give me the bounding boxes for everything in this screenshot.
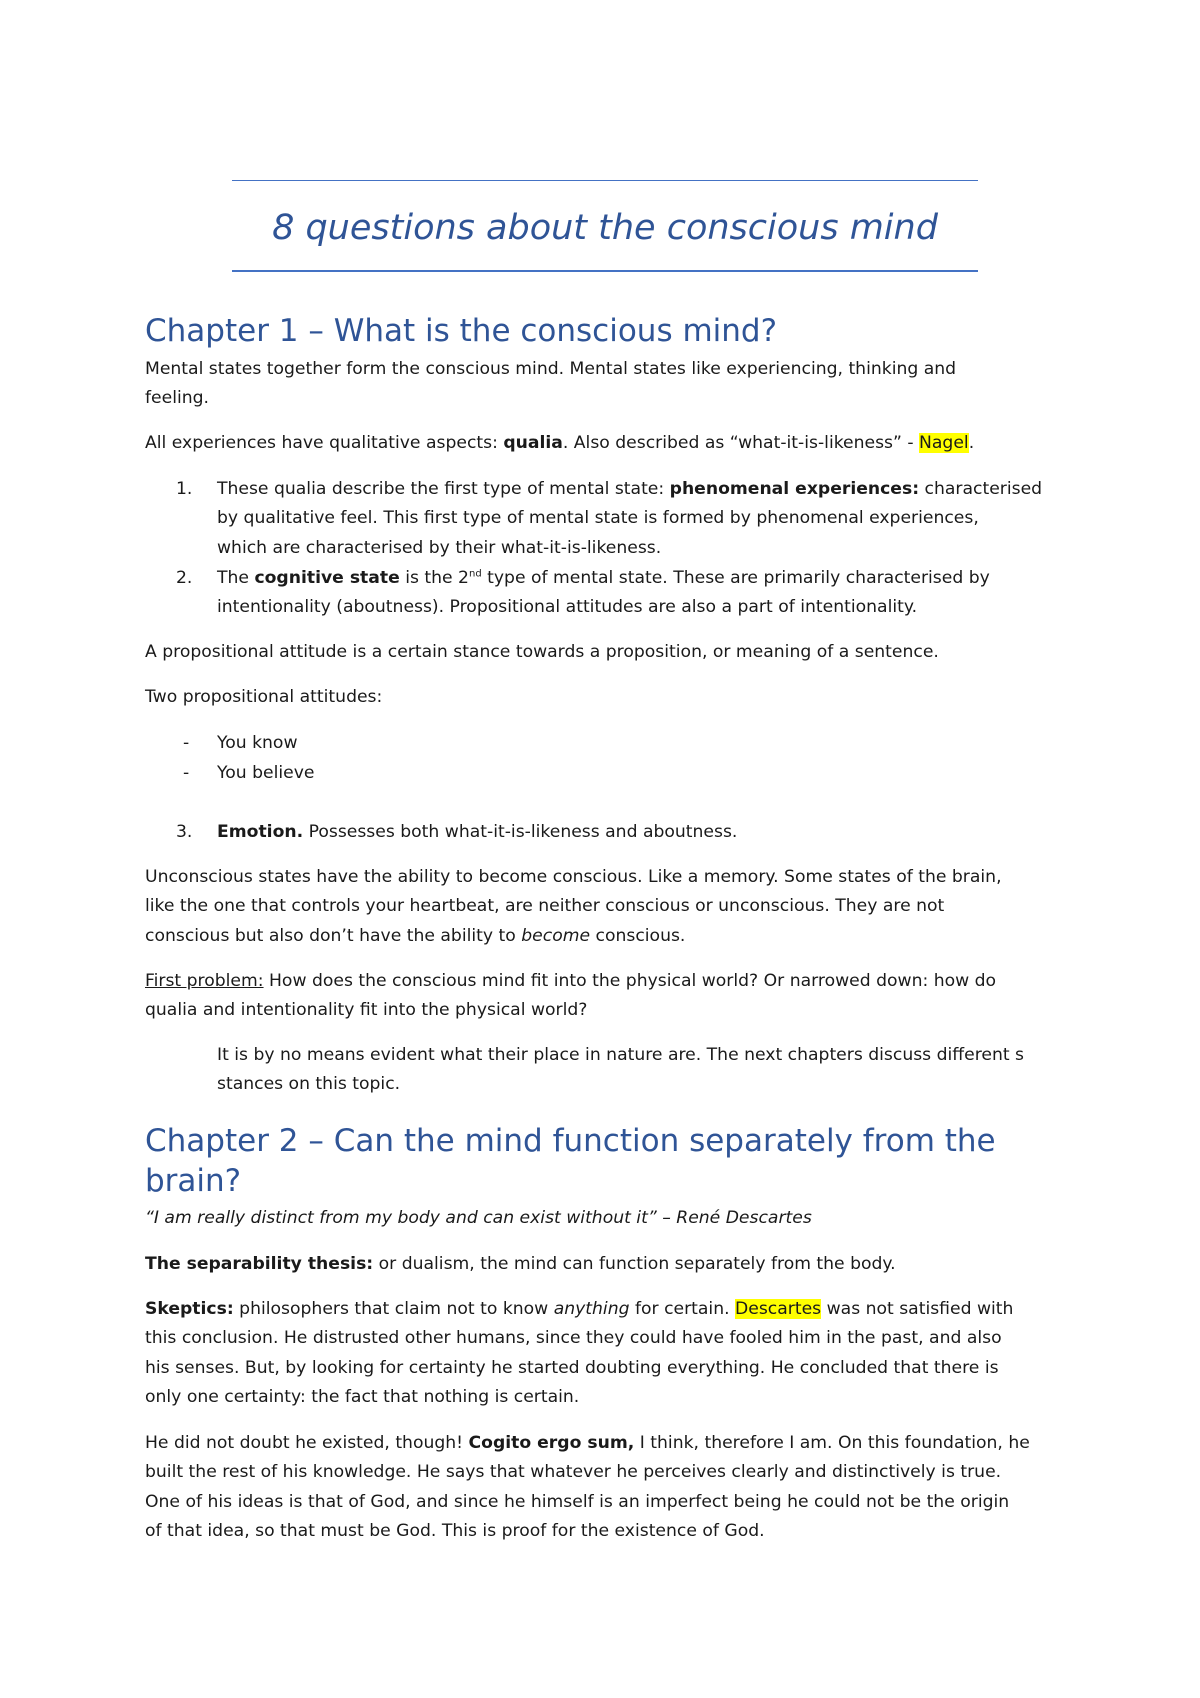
text-line: feeling. <box>145 388 210 409</box>
bold-term: Emotion. <box>217 822 304 842</box>
text-run: for certain. <box>629 1299 736 1319</box>
text-line <box>217 564 1067 593</box>
bullet-item: You know <box>217 733 298 753</box>
bullet-marker: - <box>183 733 190 753</box>
text-line <box>217 475 1067 504</box>
list-number: 3. <box>176 822 193 842</box>
title-top-rule <box>232 180 978 181</box>
italic-word: become <box>521 925 591 946</box>
text-line: this conclusion. He distrusted other humans, since they could have fooled him in the past, and also <box>145 1328 1002 1349</box>
list-item-2 <box>217 564 1067 623</box>
list-item-1 <box>217 475 1067 563</box>
text-line: which are characterised by their what-it-is-likeness. <box>217 537 662 558</box>
text-line: One of his ideas is that of God, and since he himself is an imperfect being he could not be the origin <box>145 1491 1010 1512</box>
bold-term: phenomenal experiences: <box>669 479 920 499</box>
text-line: by qualitative feel. This first type of mental state is formed by phenomenal experiences, <box>217 508 979 529</box>
text-line <box>145 1429 1065 1458</box>
text-line: Mental states together form the conscious mind. Mental states like experiencing, thinking and <box>145 359 957 379</box>
text-line <box>145 967 1065 996</box>
text-run: or dualism, the mind can function separately from the body. <box>373 1254 896 1274</box>
document-title: 8 questions about the conscious mind <box>272 208 938 248</box>
text-line: qualia and intentionality fit into the physical world? <box>145 1000 588 1021</box>
text-line: built the rest of his knowledge. He says that whatever he perceives clearly and distinctively is true. <box>145 1462 1002 1483</box>
text-line: of that idea, so that must be God. This is proof for the existence of God. <box>145 1521 765 1542</box>
text-run: Possesses both what-it-is-likeness and aboutness. <box>303 822 738 842</box>
text-line <box>145 922 1065 951</box>
highlighted-name: Nagel <box>919 433 969 453</box>
descartes-quote: “I am really distinct from my body and can exist without it” – René Descartes <box>145 1208 812 1228</box>
text-line: intentionality (aboutness). Propositional attitudes are also a part of intentionality. <box>217 597 918 618</box>
chapter-1-heading: Chapter 1 – What is the conscious mind? <box>145 313 778 349</box>
text-run: characterised <box>919 479 1043 499</box>
ch2-paragraph-1 <box>145 1250 1065 1279</box>
bold-term: Cogito ergo sum, <box>468 1433 635 1453</box>
list-item-3 <box>217 818 1067 847</box>
ch2-paragraph-2 <box>145 1295 1065 1413</box>
text-run: was not satisfied with <box>821 1299 1014 1319</box>
bold-term: cognitive state <box>254 568 400 588</box>
text-line: It is by no means evident what their place in nature are. The next chapters discuss different s <box>217 1045 1025 1065</box>
text-line: his senses. But, by looking for certainty he started doubting everything. He concluded that there is <box>145 1357 999 1378</box>
italic-word: anything <box>553 1299 630 1319</box>
ch2-paragraph-3 <box>145 1429 1065 1547</box>
heading-line: Chapter 2 – Can the mind function separately from the <box>145 1123 996 1159</box>
ch1-paragraph-1 <box>145 355 1065 414</box>
list-number: 2. <box>176 568 193 588</box>
ch1-paragraph-7 <box>217 1041 1067 1100</box>
superscript: nd <box>469 568 482 580</box>
bold-term: The separability thesis: <box>145 1254 374 1274</box>
ch1-paragraph-5 <box>145 863 1065 951</box>
text-run: All experiences have qualitative aspects: <box>145 433 504 453</box>
qualia-term: qualia <box>503 433 563 453</box>
ch1-paragraph-2 <box>145 429 1065 458</box>
text-line: Unconscious states have the ability to become conscious. Like a memory. Some states of the brain, <box>145 867 1002 887</box>
text-run: conscious. <box>590 925 686 946</box>
bullet-item: You believe <box>217 763 315 783</box>
text-run: is the 2 <box>399 568 469 588</box>
text-line: only one certainty: the fact that nothing is certain. <box>145 1387 580 1408</box>
chapter-2-heading <box>145 1121 996 1201</box>
ch1-paragraph-3: A propositional attitude is a certain stance towards a proposition, or meaning of a sentence. <box>145 642 939 662</box>
text-run: . Also described as “what-it-is-likeness” - <box>562 433 920 453</box>
text-run: . <box>968 433 975 453</box>
list-number: 1. <box>176 479 193 499</box>
highlighted-name: Descartes <box>735 1299 822 1319</box>
text-run: conscious but also don’t have the ability to <box>145 925 522 946</box>
text-run: The <box>217 568 255 588</box>
text-run: philosophers that claim not to know <box>233 1299 554 1319</box>
text-line <box>145 1295 1065 1324</box>
bold-term: Skeptics: <box>145 1299 234 1319</box>
heading-line: brain? <box>145 1163 242 1199</box>
text-line: stances on this topic. <box>217 1074 401 1095</box>
text-run: I think, therefore I am. On this foundation, he <box>634 1433 1030 1453</box>
text-line: like the one that controls your heartbeat, are neither conscious or unconscious. They are not <box>145 896 945 917</box>
ch1-paragraph-4: Two propositional attitudes: <box>145 687 383 707</box>
text-run: These qualia describe the first type of mental state: <box>217 479 670 499</box>
underlined-label: First problem: <box>145 971 264 991</box>
text-run: type of mental state. These are primarily characterised by <box>481 568 990 588</box>
title-bottom-rule <box>232 270 978 272</box>
bullet-marker: - <box>183 763 190 783</box>
ch1-paragraph-6 <box>145 967 1065 1026</box>
text-run: How does the conscious mind fit into the physical world? Or narrowed down: how do <box>263 971 997 991</box>
text-run: He did not doubt he existed, though! <box>145 1433 469 1453</box>
